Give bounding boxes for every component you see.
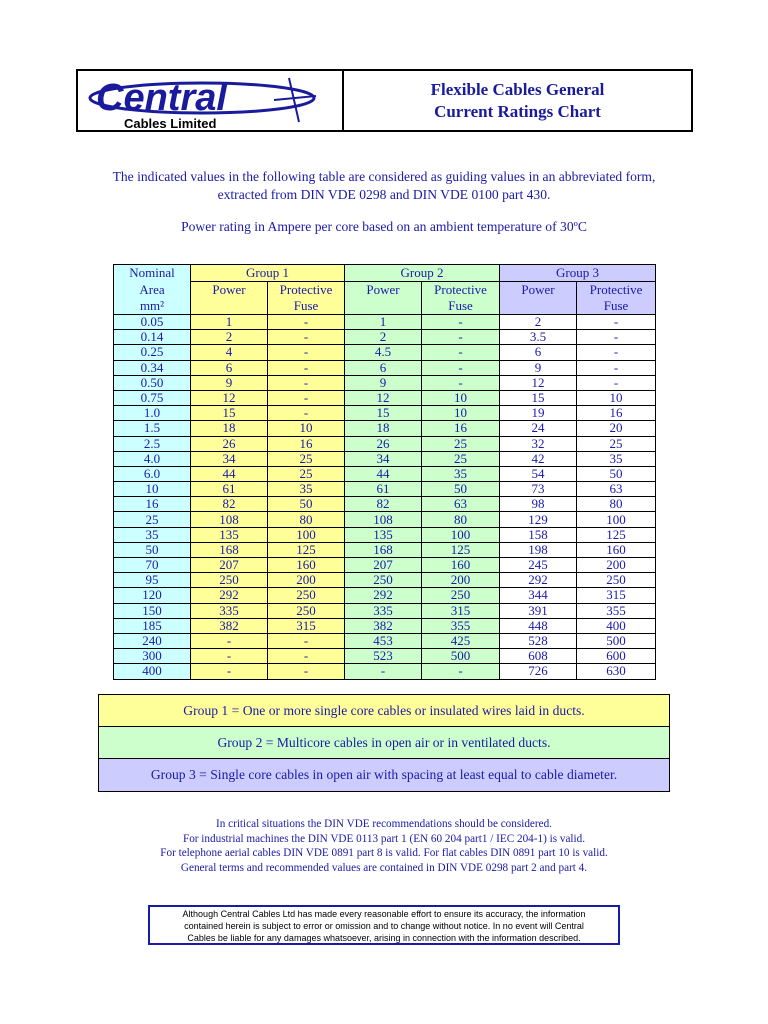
group2-power-cell: 168 xyxy=(345,542,422,557)
group1-fuse-cell: 250 xyxy=(268,588,345,603)
group2-fuse-cell: 250 xyxy=(422,588,500,603)
group1-power-cell: 250 xyxy=(191,573,268,588)
group1-fuse-cell: - xyxy=(268,375,345,390)
area-cell: 0.50 xyxy=(114,375,191,390)
logo-subtitle: Cables Limited xyxy=(124,116,217,130)
group3-power-cell: 198 xyxy=(500,542,577,557)
group1-fuse-cell: 16 xyxy=(268,436,345,451)
group2-fuse-cell: 500 xyxy=(422,649,500,664)
area-cell: 0.25 xyxy=(114,345,191,360)
group3-power-cell: 528 xyxy=(500,633,577,648)
disclaimer-line-3: Cables be liable for any damages whatsoever, arising in connection with the information described. xyxy=(187,933,581,943)
group2-fuse-cell: - xyxy=(422,360,500,375)
group2-fuse-cell: 200 xyxy=(422,573,500,588)
group3-power-cell: 292 xyxy=(500,573,577,588)
group3-fuse-cell: 20 xyxy=(577,421,656,436)
table-row xyxy=(114,482,656,497)
area-cell: 70 xyxy=(114,558,191,573)
group2-power-cell: 1 xyxy=(345,315,422,330)
area-cell: 120 xyxy=(114,588,191,603)
table-row xyxy=(114,618,656,633)
group3-power-cell: 24 xyxy=(500,421,577,436)
table-row xyxy=(114,466,656,481)
group3-power-cell: 19 xyxy=(500,406,577,421)
group3-fuse-cell: - xyxy=(577,345,656,360)
group3-header: Group 3 xyxy=(500,265,656,282)
group1-fuse-cell: 50 xyxy=(268,497,345,512)
group3-fuse-cell: - xyxy=(577,375,656,390)
current-ratings-table xyxy=(113,264,656,680)
group2-power-cell: 135 xyxy=(345,527,422,542)
group3-fuse-cell: 600 xyxy=(577,649,656,664)
group2-power-cell: 82 xyxy=(345,497,422,512)
group1-power-cell: - xyxy=(191,649,268,664)
group1-fuse-cell: 25 xyxy=(268,466,345,481)
table-row xyxy=(114,527,656,542)
group3-fuse-cell: 100 xyxy=(577,512,656,527)
table-row xyxy=(114,375,656,390)
group1-power-cell: - xyxy=(191,633,268,648)
group3-power-cell: 158 xyxy=(500,527,577,542)
table-row xyxy=(114,497,656,512)
table-row xyxy=(114,603,656,618)
group1-fuse-cell: 80 xyxy=(268,512,345,527)
disclaimer-line-2: contained herein is subject to error or omission and to change without notice. In no event will Central xyxy=(184,921,584,931)
group2-power-cell: 15 xyxy=(345,406,422,421)
area-cell: 300 xyxy=(114,649,191,664)
group3-power-cell: 245 xyxy=(500,558,577,573)
group1-power-cell: 18 xyxy=(191,421,268,436)
group2-power-cell: 6 xyxy=(345,360,422,375)
table-row xyxy=(114,588,656,603)
legend-group1: Group 1 = One or more single core cables or insulated wires laid in ducts. xyxy=(99,695,669,727)
group3-power-cell: 448 xyxy=(500,618,577,633)
group2-fuse-cell: - xyxy=(422,315,500,330)
group1-fuse-cell: 200 xyxy=(268,573,345,588)
group2-header: Group 2 xyxy=(345,265,500,282)
area-cell: 6.0 xyxy=(114,466,191,481)
group1-power-cell: 12 xyxy=(191,390,268,405)
group3-fuse-cell: 25 xyxy=(577,436,656,451)
group3-power-cell: 129 xyxy=(500,512,577,527)
group2-fuse-cell: 425 xyxy=(422,633,500,648)
table-row xyxy=(114,345,656,360)
group1-fuse-cell: - xyxy=(268,633,345,648)
title-line-2: Current Ratings Chart xyxy=(434,101,601,121)
group1-fuse-cell: - xyxy=(268,360,345,375)
group2-power-cell: 18 xyxy=(345,421,422,436)
group3-fuse-cell: 355 xyxy=(577,603,656,618)
group1-power-cell: 34 xyxy=(191,451,268,466)
area-cell: 150 xyxy=(114,603,191,618)
table-row xyxy=(114,330,656,345)
group2-power-cell: 12 xyxy=(345,390,422,405)
group1-power-cell: 1 xyxy=(191,315,268,330)
group3-power-cell: 54 xyxy=(500,466,577,481)
note-line-1: In critical situations the DIN VDE recommendations should be considered. xyxy=(216,818,552,830)
group2-power-cell: 9 xyxy=(345,375,422,390)
group2-power-cell: - xyxy=(345,664,422,679)
group1-power-cell: 2 xyxy=(191,330,268,345)
area-header-nominal: Nominal xyxy=(114,265,191,282)
power-rating-note: Power rating in Ampere per core based on an ambient temperature of 30ºC xyxy=(181,219,587,234)
group2-fuse-cell: 63 xyxy=(422,497,500,512)
group2-power-header: Power xyxy=(345,282,422,299)
group2-fuse-header-1: Protective xyxy=(422,282,500,299)
group3-fuse-cell: 80 xyxy=(577,497,656,512)
group3-power-cell: 608 xyxy=(500,649,577,664)
group2-fuse-cell: - xyxy=(422,375,500,390)
group1-power-cell: 108 xyxy=(191,512,268,527)
group3-power-cell: 73 xyxy=(500,482,577,497)
group1-fuse-cell: 315 xyxy=(268,618,345,633)
group2-fuse-cell: 10 xyxy=(422,406,500,421)
area-cell: 25 xyxy=(114,512,191,527)
table-row xyxy=(114,436,656,451)
area-cell: 240 xyxy=(114,633,191,648)
group1-power-cell: 4 xyxy=(191,345,268,360)
group3-power-cell: 726 xyxy=(500,664,577,679)
group3-fuse-cell: - xyxy=(577,330,656,345)
group2-fuse-header-2: Fuse xyxy=(422,298,500,315)
group3-power-cell: 32 xyxy=(500,436,577,451)
area-cell: 1.5 xyxy=(114,421,191,436)
group1-fuse-header-2: Fuse xyxy=(268,298,345,315)
group1-fuse-cell: - xyxy=(268,406,345,421)
group1-power-cell: 335 xyxy=(191,603,268,618)
group1-fuse-cell: 25 xyxy=(268,451,345,466)
group2-fuse-cell: - xyxy=(422,345,500,360)
group1-power-header: Power xyxy=(191,282,268,299)
area-cell: 50 xyxy=(114,542,191,557)
group1-fuse-cell: - xyxy=(268,345,345,360)
group2-power-cell: 250 xyxy=(345,573,422,588)
group1-power-cell: 382 xyxy=(191,618,268,633)
group1-power-cell: 44 xyxy=(191,466,268,481)
area-cell: 1.0 xyxy=(114,406,191,421)
group3-power-cell: 391 xyxy=(500,603,577,618)
group2-fuse-cell: 25 xyxy=(422,436,500,451)
group2-power-spacer xyxy=(345,298,422,315)
intro-paragraph xyxy=(0,168,768,204)
group3-fuse-cell: 10 xyxy=(577,390,656,405)
group2-power-cell: 108 xyxy=(345,512,422,527)
table-row xyxy=(114,421,656,436)
group1-fuse-cell: - xyxy=(268,664,345,679)
group1-fuse-cell: - xyxy=(268,390,345,405)
area-cell: 4.0 xyxy=(114,451,191,466)
logo xyxy=(78,71,344,130)
legend-group3: Group 3 = Single core cables in open air with spacing at least equal to cable diameter. xyxy=(99,759,669,791)
group2-fuse-cell: - xyxy=(422,330,500,345)
group2-power-cell: 34 xyxy=(345,451,422,466)
group1-fuse-header-1: Protective xyxy=(268,282,345,299)
group2-fuse-cell: 160 xyxy=(422,558,500,573)
table-row xyxy=(114,633,656,648)
group2-power-cell: 453 xyxy=(345,633,422,648)
group1-power-cell: 15 xyxy=(191,406,268,421)
group1-fuse-cell: 100 xyxy=(268,527,345,542)
table-row xyxy=(114,360,656,375)
note-line-2: For industrial machines the DIN VDE 0113 part 1 (EN 60 204 part1 / IEC 204-1) is valid. xyxy=(182,832,586,845)
group1-power-cell: - xyxy=(191,664,268,679)
group3-power-cell: 12 xyxy=(500,375,577,390)
group3-fuse-cell: 400 xyxy=(577,618,656,633)
area-cell: 2.5 xyxy=(114,436,191,451)
group1-power-cell: 207 xyxy=(191,558,268,573)
title-line-1: Flexible Cables General xyxy=(430,79,605,99)
intro-line-2: extracted from DIN VDE 0298 and DIN VDE 0100 part 430. xyxy=(217,187,551,202)
group1-power-cell: 6 xyxy=(191,360,268,375)
area-cell: 0.75 xyxy=(114,390,191,405)
group2-power-cell: 2 xyxy=(345,330,422,345)
group3-power-cell: 42 xyxy=(500,451,577,466)
disclaimer-line-1: Although Central Cables Ltd has made every reasonable effort to ensure its accuracy, the information xyxy=(182,909,586,919)
group3-power-spacer xyxy=(500,298,577,315)
group1-fuse-cell: 10 xyxy=(268,421,345,436)
group1-fuse-cell: 35 xyxy=(268,482,345,497)
group-legend xyxy=(98,694,670,792)
group3-fuse-cell: - xyxy=(577,315,656,330)
notes xyxy=(0,817,768,875)
area-cell: 16 xyxy=(114,497,191,512)
table-row xyxy=(114,542,656,557)
group1-power-cell: 168 xyxy=(191,542,268,557)
group2-power-cell: 26 xyxy=(345,436,422,451)
table-row xyxy=(114,664,656,679)
header-box xyxy=(76,69,693,132)
group3-fuse-cell: 125 xyxy=(577,527,656,542)
group2-fuse-cell: 80 xyxy=(422,512,500,527)
logo-word: Central xyxy=(96,77,227,119)
group2-power-cell: 44 xyxy=(345,466,422,481)
group3-power-cell: 9 xyxy=(500,360,577,375)
group2-fuse-cell: 315 xyxy=(422,603,500,618)
table-row xyxy=(114,649,656,664)
group3-fuse-cell: 16 xyxy=(577,406,656,421)
group3-fuse-cell: 35 xyxy=(577,451,656,466)
area-cell: 95 xyxy=(114,573,191,588)
note-line-3: For telephone aerial cables DIN VDE 0891 part 8 is valid. For flat cables DIN 0891 part 10 is valid. xyxy=(160,847,608,859)
group3-fuse-cell: 160 xyxy=(577,542,656,557)
group1-fuse-cell: 250 xyxy=(268,603,345,618)
table-row xyxy=(114,406,656,421)
group1-power-cell: 61 xyxy=(191,482,268,497)
group3-fuse-cell: 630 xyxy=(577,664,656,679)
table-row xyxy=(114,558,656,573)
chart-title xyxy=(344,71,691,130)
group3-fuse-cell: 250 xyxy=(577,573,656,588)
group1-fuse-cell: - xyxy=(268,330,345,345)
intro-line-1: The indicated values in the following table are considered as guiding values in an abbreviated form, xyxy=(112,169,656,184)
group2-fuse-cell: 25 xyxy=(422,451,500,466)
group3-power-cell: 2 xyxy=(500,315,577,330)
group1-fuse-cell: - xyxy=(268,315,345,330)
disclaimer-box xyxy=(148,905,620,945)
group2-fuse-cell: 100 xyxy=(422,527,500,542)
group1-fuse-cell: - xyxy=(268,649,345,664)
group3-fuse-header-1: Protective xyxy=(577,282,656,299)
group1-power-spacer xyxy=(191,298,268,315)
group2-fuse-cell: 16 xyxy=(422,421,500,436)
group1-power-cell: 82 xyxy=(191,497,268,512)
group1-power-cell: 135 xyxy=(191,527,268,542)
group1-power-cell: 26 xyxy=(191,436,268,451)
group2-fuse-cell: - xyxy=(422,664,500,679)
table-row xyxy=(114,315,656,330)
table-row xyxy=(114,573,656,588)
group2-fuse-cell: 35 xyxy=(422,466,500,481)
central-cables-logo xyxy=(84,74,334,130)
note-line-4: General terms and recommended values are contained in DIN VDE 0298 part 2 and part 4. xyxy=(180,861,588,874)
group2-power-cell: 292 xyxy=(345,588,422,603)
group1-header: Group 1 xyxy=(191,265,345,282)
group2-power-cell: 523 xyxy=(345,649,422,664)
group1-power-cell: 292 xyxy=(191,588,268,603)
group3-power-header: Power xyxy=(500,282,577,299)
group3-fuse-cell: 315 xyxy=(577,588,656,603)
area-header-area: Area xyxy=(114,282,191,299)
group3-fuse-cell: 200 xyxy=(577,558,656,573)
area-cell: 400 xyxy=(114,664,191,679)
group3-power-cell: 344 xyxy=(500,588,577,603)
area-cell: 0.34 xyxy=(114,360,191,375)
group3-power-cell: 6 xyxy=(500,345,577,360)
area-cell: 185 xyxy=(114,618,191,633)
group2-power-cell: 207 xyxy=(345,558,422,573)
group3-fuse-cell: - xyxy=(577,360,656,375)
table-row xyxy=(114,512,656,527)
area-cell: 35 xyxy=(114,527,191,542)
group2-power-cell: 4.5 xyxy=(345,345,422,360)
table-row xyxy=(114,451,656,466)
group2-fuse-cell: 10 xyxy=(422,390,500,405)
group3-power-cell: 3.5 xyxy=(500,330,577,345)
table-row xyxy=(114,390,656,405)
group2-fuse-cell: 355 xyxy=(422,618,500,633)
area-cell: 0.05 xyxy=(114,315,191,330)
group1-power-cell: 9 xyxy=(191,375,268,390)
group2-fuse-cell: 50 xyxy=(422,482,500,497)
group3-power-cell: 15 xyxy=(500,390,577,405)
group2-power-cell: 382 xyxy=(345,618,422,633)
legend-group2: Group 2 = Multicore cables in open air or in ventilated ducts. xyxy=(99,727,669,759)
group1-fuse-cell: 125 xyxy=(268,542,345,557)
group3-fuse-cell: 500 xyxy=(577,633,656,648)
group1-fuse-cell: 160 xyxy=(268,558,345,573)
group2-power-cell: 335 xyxy=(345,603,422,618)
group3-fuse-cell: 63 xyxy=(577,482,656,497)
area-cell: 10 xyxy=(114,482,191,497)
group3-fuse-cell: 50 xyxy=(577,466,656,481)
group2-power-cell: 61 xyxy=(345,482,422,497)
group3-power-cell: 98 xyxy=(500,497,577,512)
area-header-unit: mm² xyxy=(114,298,191,315)
area-cell: 0.14 xyxy=(114,330,191,345)
group2-fuse-cell: 125 xyxy=(422,542,500,557)
group3-fuse-header-2: Fuse xyxy=(577,298,656,315)
